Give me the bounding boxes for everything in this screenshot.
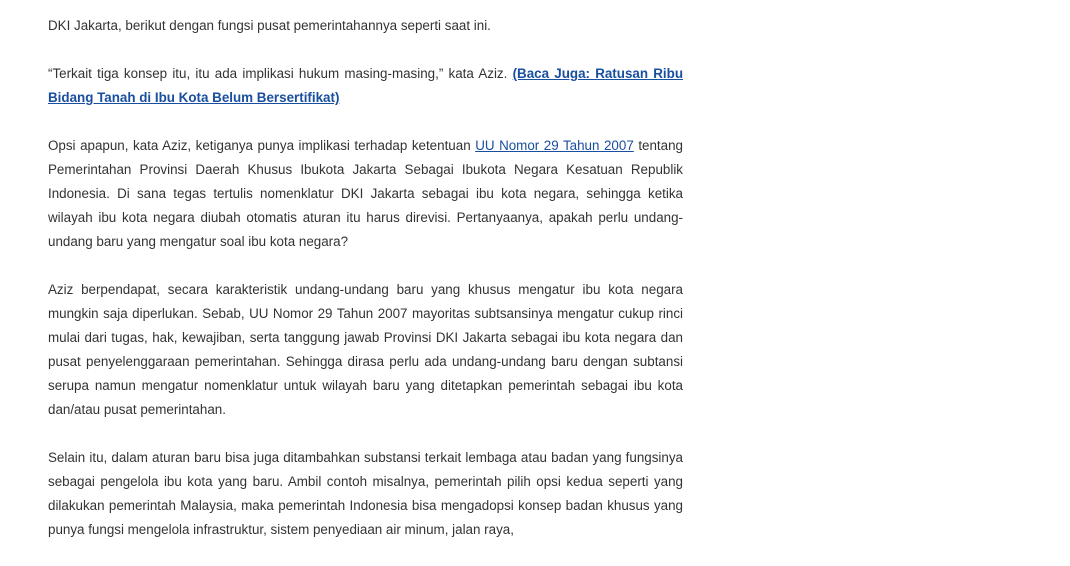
paragraph-1: [48, 62, 683, 110]
paragraph-2-text-after: tentang Pemerintahan Provinsi Daerah Khusus Ibukota Jakarta Sebagai Ibukota Negara Kesatuan Republik Indonesia. Di sana tegas tertulis nomenklatur DKI Jakarta sebagai ibu kota negara, sehingga ketika wilayah ibu kota negara diubah otomatis aturan itu harus direvisi. Pertanyaanya, apakah perlu undang-undang baru yang mengatur soal ibu kota negara?: [48, 138, 683, 249]
paragraph-0: [48, 0, 683, 38]
paragraph-3-text: Aziz berpendapat, secara karakteristik undang-undang baru yang khusus mengatur ibu kota negara mungkin saja diperlukan. Sebab, UU Nomor 29 Tahun 2007 mayoritas subtsansinya mengatur cukup rinci mulai dari tugas, hak, kewajiban, serta tanggung jawab Provinsi DKI Jakarta sebagai ibu kota negara dan pusat penyelenggaraan pemerintahan. Sehingga dirasa perlu ada undang-undang baru dengan subtansi serupa namun mengatur nomenklatur untuk wilayah baru yang ditetapkan pemerintah sebagai ibu kota dan/atau pusat pemerintahan.: [48, 282, 683, 417]
law-reference-link[interactable]: UU Nomor 29 Tahun 2007: [475, 138, 634, 153]
read-also-link[interactable]: (Baca Juga: Ratusan Ribu Bidang Tanah di Ibu Kota Belum Bersertifikat): [48, 66, 683, 105]
paragraph-4: [48, 446, 683, 542]
paragraph-0-top-line: [48, 0, 683, 14]
paragraph-1-text: “Terkait tiga konsep itu, itu ada implikasi hukum masing-masing,” kata Aziz.: [48, 66, 513, 81]
paragraph-0-text: DKI Jakarta, berikut dengan fungsi pusat pemerintahannya seperti saat ini.: [48, 18, 491, 33]
paragraph-2: [48, 134, 683, 254]
article-body: [48, 0, 683, 566]
paragraph-3: [48, 278, 683, 422]
paragraph-4-text: Selain itu, dalam aturan baru bisa juga ditambahkan substansi terkait lembaga atau badan yang fungsinya sebagai pengelola ibu kota yang baru. Ambil contoh misalnya, pemerintah pilih opsi kedua seperti yang dilakukan pemerintah Malaysia, maka pemerintah Indonesia bisa mengadopsi konsep badan khusus yang punya fungsi mengelola infrastruktur, sistem penyediaan air minum, jalan raya,: [48, 450, 683, 537]
paragraph-2-text-before: Opsi apapun, kata Aziz, ketiganya punya implikasi terhadap ketentuan: [48, 138, 476, 153]
